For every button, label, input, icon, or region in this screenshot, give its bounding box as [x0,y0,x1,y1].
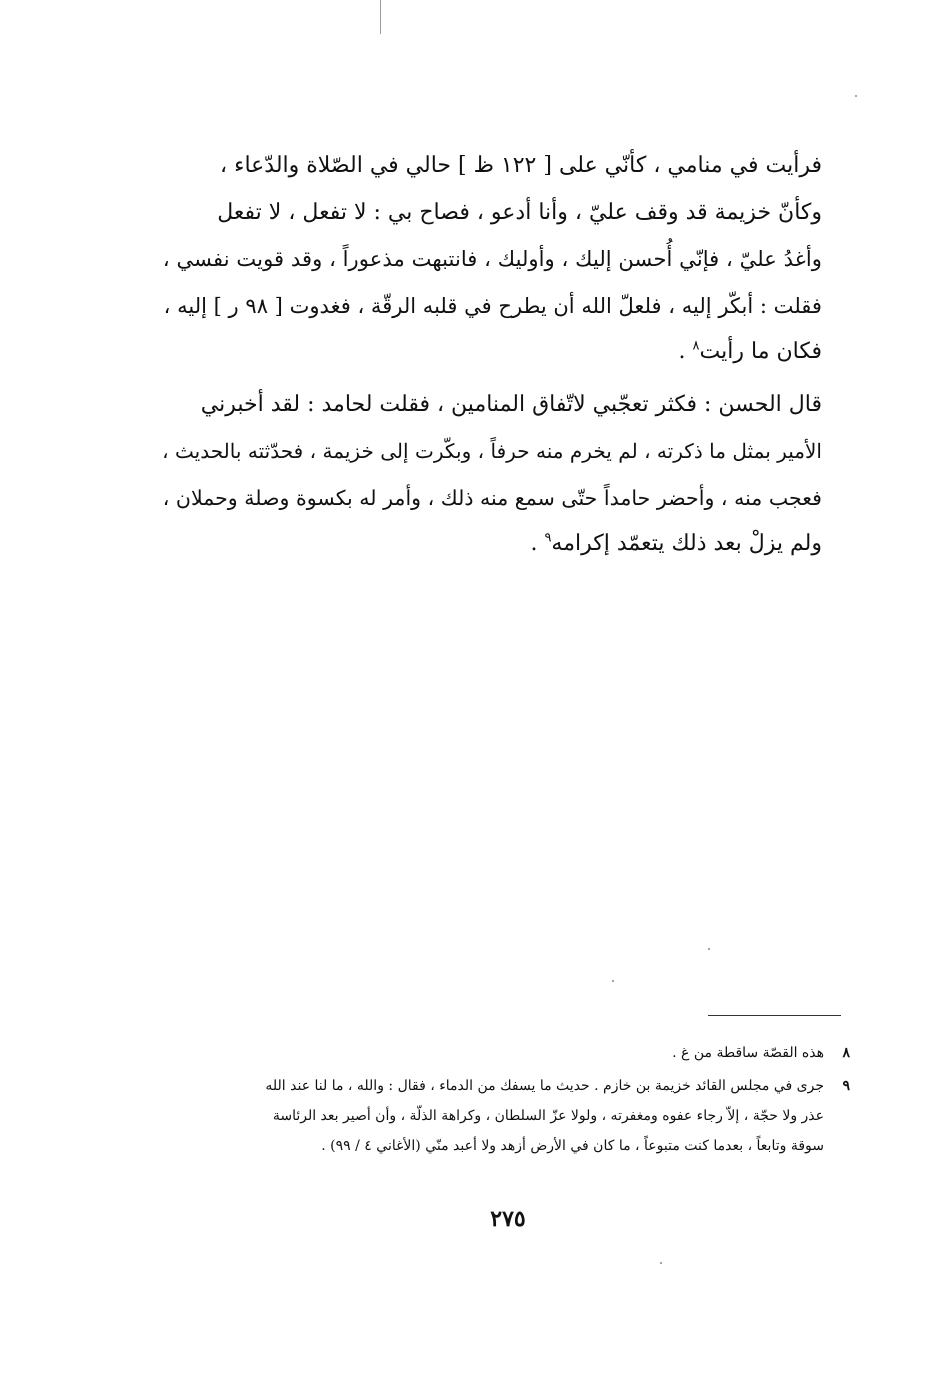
text-fragment: ولم يزلْ بعد ذلك يتعمّد إكرامه [551,531,822,556]
footnote-8 [170,1038,850,1068]
footnotes [170,1038,850,1161]
scan-speck [855,95,857,97]
sentence-end: . [678,339,693,364]
text-line: قال الحسن : فكثر تعجّبي لاتّفاق المنامين ، فقلت لحامد : لقد أخبرني [200,391,822,417]
text-line: فقلت : أبكّر إليه ، فلعلّ الله أن يطرح في قلبه الرقّة ، فغدوت [ ٩٨ ر ] إليه ، [163,292,822,318]
footnote-number: ٩ [842,1078,850,1094]
main-text [150,143,850,568]
text-line: فعجب منه ، وأحضر حامداً حتّى سمع منه ذلك ، وأمر له بكسوة وصلة وحملان ، [162,485,822,510]
text-line: الأمير بمثل ما ذكرته ، لم يخرم منه حرفاً ، وبكّرت إلى خزيمة ، فحدّثته بالحديث ، [162,439,822,463]
footnote-reference-9: ٩ [544,530,552,546]
footnote-9 [170,1071,850,1161]
footnote-reference-8: ٨ [692,338,700,354]
page-number: ٢٧٥ [490,1206,526,1232]
sentence-end: . [530,531,545,556]
text-line: فرأيت في منامي ، كأنّي على [ ١٢٢ ظ ] حالي في الصّلاة والدّعاء ، [220,153,822,178]
text-line: وأغدُ عليّ ، فإنّي أُحسن إليك ، وأوليك ، فانتبهت مذعوراً ، وقد قويت نفسي ، [162,246,822,271]
footnote-line: عذر ولا حجّة ، إلاّ رجاء عفوه ومغفرته ، ولولا عزّ السلطان ، وكراهة الذلّة ، وأن أصير بعد الرئاسة [272,1108,824,1124]
footnote-line: هذه القصّة ساقطة من غ . [672,1045,824,1061]
footnote-line: جرى في مجلس القائد خزيمة بن خازم . حديث ما يسفك من الدماء ، فقال : والله ، ما لنا عند الله [265,1078,824,1094]
scan-speck [708,948,710,950]
text-fragment: فكان ما رأيت [699,339,822,364]
text-line-last [150,521,850,568]
paragraph-2 [150,382,850,568]
text-line-last [150,329,850,376]
footnote-number: ٨ [842,1045,850,1061]
scan-speck [612,980,614,982]
text-line: وكأنّ خزيمة قد وقف عليّ ، وأنا أدعو ، فصاح بي : لا تفعل ، لا تفعل [217,199,822,225]
scan-fold-line [380,0,381,34]
paragraph-1 [150,143,850,376]
footnote-separator [708,1015,841,1016]
footnote-line: سوقة وتابعاً ، بعدما كنت متبوعاً ، ما كان في الأرض أزهد ولا أعبد منّي (الأغاني ٤ / ٩٩) . [321,1138,824,1154]
scan-speck [660,1262,662,1264]
